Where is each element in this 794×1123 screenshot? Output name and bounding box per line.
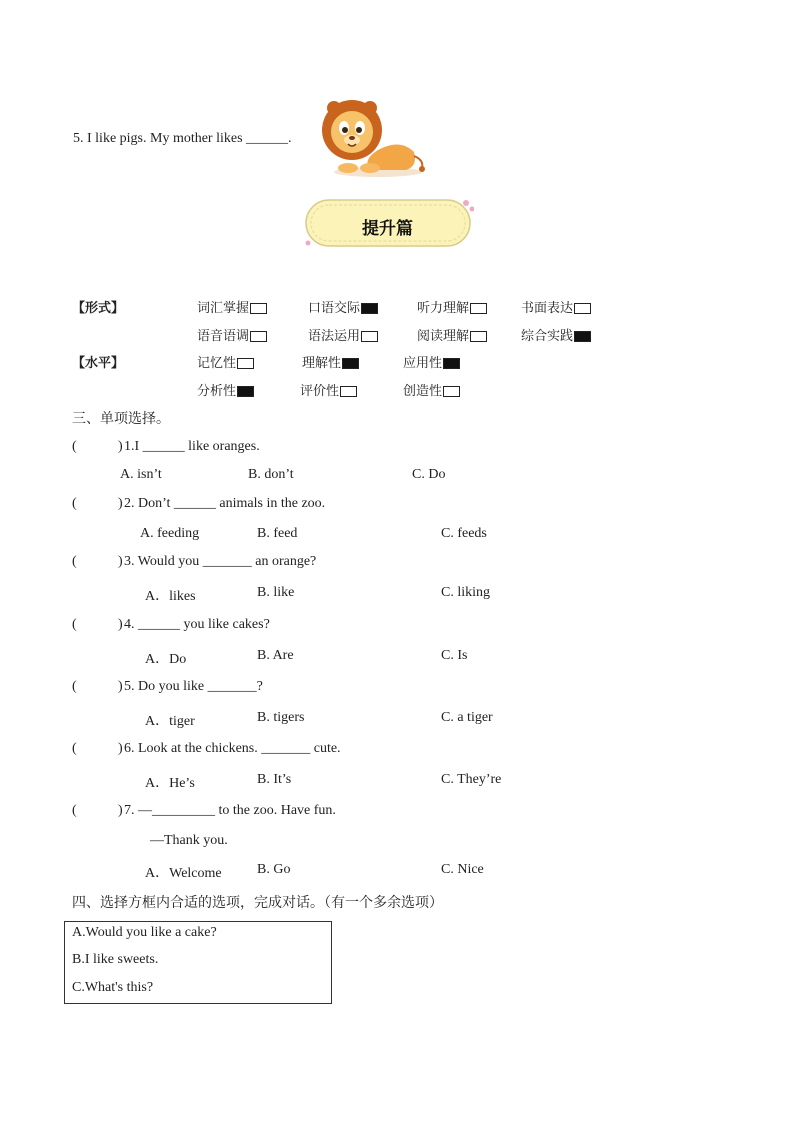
q7-reply: —Thank you. (150, 833, 228, 848)
checkbox-checked (443, 358, 460, 369)
q2-option-a: A. feeding (140, 526, 200, 541)
q2-stem: 2. Don’t ______ animals in the zoo. (124, 496, 326, 511)
q1-paren-open: ( (72, 439, 77, 454)
checkbox (340, 386, 357, 397)
checkbox (443, 386, 460, 397)
level-item-analysis: 分析性 (197, 380, 254, 399)
question-5-text: 5. I like pigs. My mother likes ______. (73, 131, 292, 146)
q5-option-c: C. a tiger (441, 710, 493, 725)
choice-b: B.I like sweets. (72, 952, 159, 967)
form-label: 【形式】 (72, 301, 125, 316)
q2-option-c: C. feeds (441, 526, 487, 541)
q6-option-b: B. It’s (257, 772, 292, 787)
form-item-pronunciation: 语音语调 (197, 325, 267, 344)
q6-paren-open: ( (72, 741, 77, 756)
level-label: 【水平】 (72, 356, 125, 371)
q3-option-b: B. like (257, 585, 295, 600)
q1-option-a: A. isn’t (120, 467, 162, 482)
level-item-evaluation: 评价性 (300, 380, 357, 399)
q2-paren-open: ( (72, 496, 77, 511)
section-4-heading: 四、选择方框内合适的选项，完成对话。（有一个多余选项） (72, 895, 443, 911)
q3-option-c: C. liking (441, 585, 491, 600)
q5-stem: 5. Do you like _______? (124, 679, 263, 694)
checkbox-checked (342, 358, 359, 369)
q4-option-a: A．Do (145, 652, 187, 667)
q6-stem: 6. Look at the chickens. _______ cute. (124, 741, 341, 756)
q7-stem: 7. —_________ to the zoo. Have fun. (124, 803, 336, 818)
level-item-application: 应用性 (403, 352, 460, 371)
q5-paren-open: ( (72, 679, 77, 694)
level-item-memory: 记忆性 (197, 352, 254, 371)
checkbox (470, 303, 487, 314)
q5-option-a: A．tiger (145, 714, 195, 729)
q5-option-b: B. tigers (257, 710, 305, 725)
banner-title: 提升篇 (362, 219, 413, 239)
q6-paren-close: ) (118, 741, 123, 756)
form-item-listening: 听力理解 (417, 297, 487, 316)
form-item-grammar: 语法运用 (308, 325, 378, 344)
q6-option-a: A．He’s (145, 776, 195, 791)
choice-c: C.What's this? (72, 980, 154, 995)
checkbox (470, 331, 487, 342)
q6-option-c: C. They’re (441, 772, 502, 787)
checkbox (361, 331, 378, 342)
q7-paren-open: ( (72, 803, 77, 818)
level-item-understanding: 理解性 (302, 352, 359, 371)
q4-paren-close: ) (118, 617, 123, 632)
q7-option-b: B. Go (257, 862, 291, 877)
q1-stem: 1.I ______ like oranges. (124, 439, 260, 454)
checkbox (250, 331, 267, 342)
q5-paren-close: ) (118, 679, 123, 694)
q1-option-c: C. Do (412, 467, 446, 482)
q3-option-a: A．likes (145, 589, 196, 604)
q4-stem: 4. ______ you like cakes? (124, 617, 270, 632)
q4-option-c: C. Is (441, 648, 468, 663)
form-item-oral: 口语交际 (308, 297, 378, 316)
lion-illustration (318, 94, 428, 180)
q2-paren-close: ) (118, 496, 123, 511)
q3-paren-open: ( (72, 554, 77, 569)
q7-paren-close: ) (118, 803, 123, 818)
q4-paren-open: ( (72, 617, 77, 632)
choice-a: A.Would you like a cake? (72, 925, 217, 940)
level-item-creativity: 创造性 (403, 380, 460, 399)
q4-option-b: B. Are (257, 648, 294, 663)
form-item-vocabulary: 词汇掌握 (197, 297, 267, 316)
form-item-practice: 综合实践 (521, 325, 591, 344)
checkbox-checked (361, 303, 378, 314)
checkbox (237, 358, 254, 369)
checkbox-checked (237, 386, 254, 397)
q2-option-b: B. feed (257, 526, 298, 541)
q7-option-c: C. Nice (441, 862, 484, 877)
checkbox (250, 303, 267, 314)
q3-paren-close: ) (118, 554, 123, 569)
form-item-writing: 书面表达 (521, 297, 591, 316)
checkbox-checked (574, 331, 591, 342)
q7-option-a: A．Welcome (145, 866, 222, 881)
form-item-reading: 阅读理解 (417, 325, 487, 344)
section-3-heading: 三、单项选择。 (72, 411, 170, 427)
q3-stem: 3. Would you _______ an orange? (124, 554, 317, 569)
q1-option-b: B. don’t (248, 467, 294, 482)
choices-box (64, 921, 332, 1004)
q1-paren-close: ) (118, 439, 123, 454)
checkbox (574, 303, 591, 314)
